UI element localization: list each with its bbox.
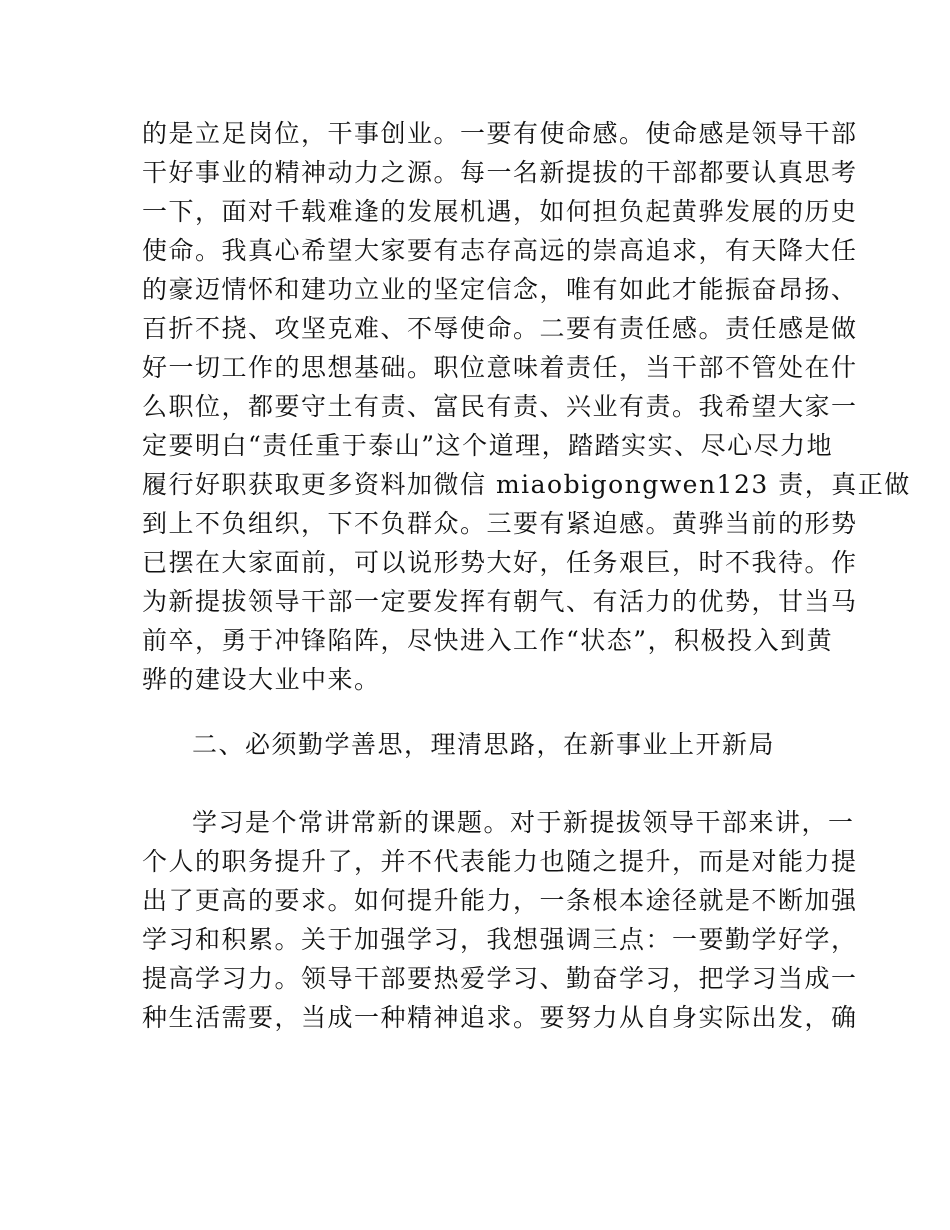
paragraph-line: 百折不挠、攻坚克难、不辱使命。二要有责任感。责任感是做 <box>142 314 858 343</box>
paragraph-line: 提高学习力。领导干部要热爱学习、勤奋学习，把学习当成一 <box>142 964 858 993</box>
paragraph-line: 么职位，都要守土有责、富民有责、兴业有责。我希望大家一 <box>142 392 858 421</box>
paragraph-line: 定要明白“责任重于泰山”这个道理，踏踏实实、尽心尽力地 <box>142 431 834 460</box>
paragraph-line: 干好事业的精神动力之源。每一名新提拔的干部都要认真思考 <box>142 158 858 187</box>
paragraph-line: 种生活需要，当成一种精神追求。要努力从自身实际出发，确 <box>142 1003 858 1032</box>
paragraph-line: 学习和积累。关于加强学习，我想强调三点：一要勤学好学， <box>142 925 858 954</box>
paragraph-study <box>142 803 858 1037</box>
paragraph-line: 的豪迈情怀和建功立业的坚定信念，唯有如此才能振奋昂扬、 <box>142 275 858 304</box>
paragraph-line: 履行好职获取更多资料加微信 miaobigongwen123 责，真正做 <box>142 470 911 499</box>
paragraph-line: 学习是个常讲常新的课题。对于新提拔领导干部来讲，一 <box>192 808 855 837</box>
paragraph-line: 已摆在大家面前，可以说形势大好，任务艰巨，时不我待。作 <box>142 548 858 577</box>
paragraph-line: 的是立足岗位，干事创业。一要有使命感。使命感是领导干部 <box>142 119 858 148</box>
section-heading: 二、必须勤学善思，理清思路，在新事业上开新局 <box>192 730 776 759</box>
paragraph-line: 骅的建设大业中来。 <box>142 665 381 694</box>
paragraph-continuation <box>142 114 911 699</box>
paragraph-line: 出了更高的要求。如何提升能力，一条根本途径就是不断加强 <box>142 886 858 915</box>
paragraph-line: 个人的职务提升了，并不代表能力也随之提升，而是对能力提 <box>142 847 858 876</box>
paragraph-line: 到上不负组织，下不负群众。三要有紧迫感。黄骅当前的形势 <box>142 509 858 538</box>
paragraph-line: 好一切工作的思想基础。职位意味着责任，当干部不管处在什 <box>142 353 858 382</box>
paragraph-line: 为新提拔领导干部一定要发挥有朝气、有活力的优势，甘当马 <box>142 587 858 616</box>
paragraph-line: 前卒，勇于冲锋陷阵，尽快进入工作“状态”，积极投入到黄 <box>142 626 834 655</box>
section-heading-block <box>142 725 822 764</box>
paragraph-line: 使命。我真心希望大家要有志存高远的崇高追求，有天降大任 <box>142 236 858 265</box>
paragraph-line: 一下，面对千载难逢的发展机遇，如何担负起黄骅发展的历史 <box>142 197 858 226</box>
